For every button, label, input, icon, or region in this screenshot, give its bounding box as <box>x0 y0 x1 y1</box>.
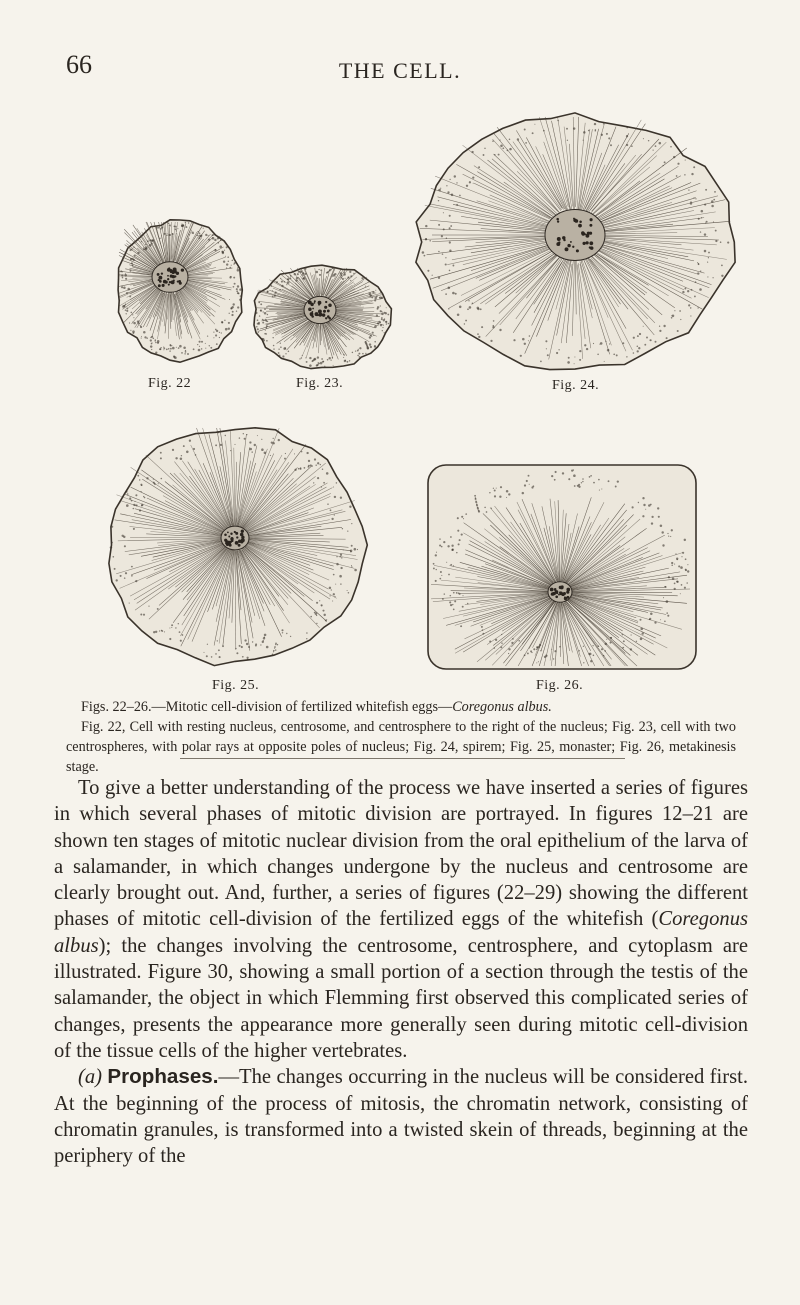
paragraph-1-text-a: To give a better understanding of the process we have inserted a series of figures in which several phases of mitotic division are portrayed. In figures 12–21 are shown ten stages of mitotic nuclear division from the oral epithelium of the larva of a salamander, in which changes undergone by the nucleus and centrosome are clearly brought out. And, further, a series of figures (22–29) showing the different phases of mitotic cell-division of the fertilized eggs of the whitefish ( <box>54 777 748 931</box>
figure-26-label: Fig. 26. <box>536 678 584 693</box>
paragraph-1-text-b: ); the changes involving the centrosome, centrosphere, and cytoplasm are illustrated. Figure 30, showing a small portion of a section through the testis of the salamander, the object in which Flemming first observed this complicated series of changes, presents the appearance more generally seen during mitotic cell-division of the tissue cells of the higher vertebrates. <box>54 934 748 1062</box>
figure-25-label: Fig. 25. <box>212 678 260 693</box>
caption-description: Fig. 22, Cell with resting nucleus, centrosome, and centrosphere to the right of the nucleus; Fig. 23, cell with two centrospheres, with polar rays at opposite poles of nucleus; Fig. 24, spirem; Fig. 25, monaster; Fig. 26, metakinesis stage. <box>66 719 736 775</box>
running-head: THE CELL. <box>338 58 462 83</box>
paragraph-2 <box>54 1064 748 1169</box>
figure-23-label: Fig. 23. <box>296 376 344 391</box>
figure-24-label: Fig. 24. <box>552 378 600 393</box>
paragraph-1-species: Coregonus albus <box>54 908 748 957</box>
body-text <box>54 775 748 1169</box>
figure-22-illustration <box>110 215 250 365</box>
caption-species: Coregonus albus. <box>452 699 552 715</box>
cell-drawing <box>100 420 370 670</box>
figure-26-illustration <box>425 462 700 672</box>
page-number: 66 <box>66 50 92 79</box>
cell-drawing <box>250 262 395 372</box>
cell-drawing <box>410 110 740 375</box>
paragraph-1 <box>54 775 748 1064</box>
section-heading-prophases: Prophases. <box>107 1065 219 1089</box>
cell-drawing <box>425 462 700 672</box>
divider-rule <box>180 758 625 759</box>
caption-title <box>66 697 736 717</box>
caption-title-text: Figs. 22–26.—Mitotic cell-division of fertilized whitefish eggs— <box>81 699 453 715</box>
cell-drawing <box>110 215 250 365</box>
figure-24-illustration <box>410 110 740 375</box>
paragraph-2-text: —The changes occurring in the nucleus will be considered first. At the beginning of the process of mitosis, the chromatin network, consisting of chromatin granules, is transformed into a twisted skein of threads, beginning at the periphery of the <box>54 1066 748 1168</box>
figure-caption <box>66 697 736 777</box>
figure-25-illustration <box>100 420 370 670</box>
paragraph-2-marker: (a) <box>78 1066 103 1089</box>
figure-22-label: Fig. 22 <box>148 376 192 391</box>
figure-23-illustration <box>250 262 395 372</box>
